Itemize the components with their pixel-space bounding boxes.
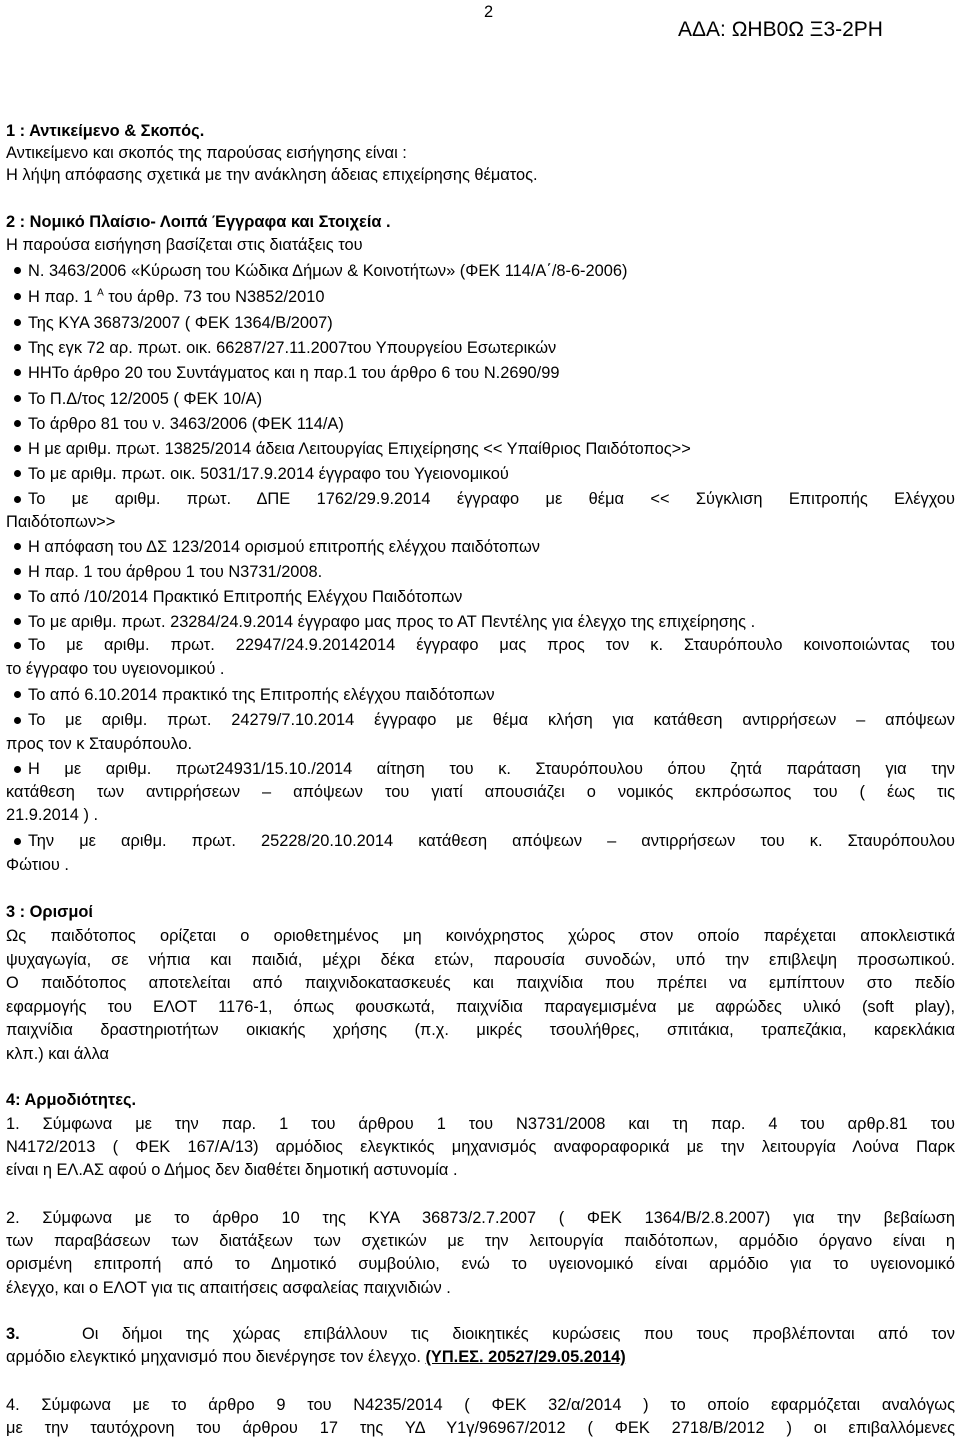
list-item: Της ΚΥΑ 36873/2007 ( ΦΕΚ 1364/Β/2007): [14, 314, 333, 333]
list-item-cont: Φώτιου .: [6, 856, 69, 874]
paragraph-line: με την ταυτόχρονη του άρθρου 17 της ΥΔ Υ1γ/96967/2012 ( ΦΕΚ 2718/Β/2012 ) οι επιβαλλόμενες: [6, 1419, 955, 1437]
paragraph-line: είναι η ΕΛ.ΑΣ αφού ο Δήμος δεν διαθέτει δημοτική αστυνομία .: [6, 1161, 458, 1179]
bullet-icon: [14, 593, 21, 600]
list-item: Η απόφαση του ΔΣ 123/2014 ορισμού επιτροπής ελέγχου παιδότοπων: [14, 538, 540, 557]
bullet-icon: [14, 496, 21, 503]
list-item: Το με αριθμ. πρωτ. οικ. 5031/17.9.2014 έγγραφο του Υγειονομικού: [14, 465, 509, 484]
list-item: Την με αριθμ. πρωτ. 25228/20.10.2014 κατάθεση απόψεων – αντιρρήσεων του κ. Σταυρόπουλου: [6, 832, 955, 851]
paragraph-line: 1. Σύμφωνα με την παρ. 1 του άρθρου 1 του Ν3731/2008 και τη παρ. 4 του αρθρ.81 του: [6, 1115, 955, 1133]
bullet-icon: [14, 319, 21, 326]
bullet-icon: [14, 838, 21, 845]
bullet-icon: [14, 470, 21, 477]
bullet-icon: [14, 691, 21, 698]
paragraph-line: αρμόδιο ελεγκτικό μηχανισμό που διενέργησε τον έλεγχο. (ΥΠ.ΕΣ. 20527/29.05.2014): [6, 1348, 626, 1366]
list-item-cont: κατάθεση των αντιρρήσεων – απόψεων του γιατί απουσιάζει ο νομικός εκπρόσωπος του ( έως τις: [6, 783, 955, 801]
bullet-icon: [14, 445, 21, 452]
list-item: Ν. 3463/2006 «Κύρωση του Κώδικα Δήμων & Κοινοτήτων» (ΦΕΚ 114/Α΄/8-6-2006): [14, 262, 627, 281]
paragraph-line: ψυχαγωγία, σε νήπια και παιδιά, μέχρι δέκα ετών, παρουσία συνοδών, υπό την επιβλεψη προσωπικού.: [6, 951, 955, 969]
bullet-icon: [14, 766, 21, 773]
list-item: Το άρθρο 81 του ν. 3463/2006 (ΦΕΚ 114/Α): [14, 415, 344, 434]
section-1-line: Αντικείμενο και σκοπός της παρούσας εισήγησης είναι :: [6, 144, 407, 162]
paragraph-line: κλπ.) και άλλα: [6, 1045, 110, 1063]
list-item: Το με αριθμ. πρωτ. 24279/7.10.2014 έγγραφο με θέμα κλήση για κατάθεση αντιρρήσεων – απόψεων: [6, 711, 955, 730]
list-item-cont: Παιδότοπων>>: [6, 513, 116, 531]
list-item: Η με αριθμ. πρωτ. 13825/2014 άδεια Λειτουργίας Επιχείρησης << Υπαίθριος Παιδότοπος>>: [14, 440, 691, 459]
section-2-title: 2 : Νομικό Πλαίσιο- Λοιπά Έγγραφα και Στοιχεία .: [6, 213, 391, 231]
paragraph-line: 2. Σύμφωνα με το άρθρο 10 της ΚΥΑ 36873/2.7.2007 ( ΦΕΚ 1364/Β/2.8.2007) για την βεβαίωση: [6, 1209, 955, 1227]
list-item-cont: το έγγραφο του υγειονομικού .: [6, 660, 225, 678]
list-item: Το με αριθμ. πρωτ. 23284/24.9.2014 έγγραφο μας προς το ΑΤ Πεντέλης για έλεγχο της επιχείρησης .: [14, 613, 755, 632]
list-item: Το από /10/2014 Πρακτικό Επιτροπής Ελέγχου Παιδότοπων: [14, 588, 462, 607]
paragraph-line: έλεγχο, και ο ΕΛΟΤ για τις απαιτήσεις ασφαλείας παιχνιδιών .: [6, 1279, 451, 1297]
bullet-icon: [14, 344, 21, 351]
section-2-intro: Η παρούσα εισήγηση βασίζεται στις διατάξεις του: [6, 236, 363, 254]
paragraph-line: Ο παιδότοπος αποτελείται από παιχνιδοκατασκευές και παιχνίδια που πρέπει να εμπίπτουν στο πεδίο: [6, 974, 955, 992]
paragraph-number: 3.: [6, 1325, 20, 1343]
bullet-icon: [14, 369, 21, 376]
list-item: Το με αριθμ. πρωτ. ΔΠΕ 1762/29.9.2014 έγγραφο με θέμα << Σύγκλιση Επιτροπής Ελέγχου: [6, 490, 955, 509]
list-item: Το από 6.10.2014 πρακτικό της Επιτροπής ελέγχου παιδότοπων: [14, 686, 495, 705]
reference-link: (ΥΠ.ΕΣ. 20527/29.05.2014): [425, 1348, 626, 1366]
list-item-cont: προς τον κ Σταυρόπουλο.: [6, 735, 193, 753]
bullet-icon: [14, 642, 21, 649]
section-1-line: Η λήψη απόφασης σχετικά με την ανάκληση άδειας επιχείρησης θέματος.: [6, 166, 538, 184]
paragraph-line: των παραβάσεων των διατάξεων των σχετικών με την λειτουργία παιδότοπων, αρμόδιο όργανο είναι η: [6, 1232, 955, 1250]
list-item: ΗΗΤο άρθρο 20 του Συντάγματος και η παρ.1 του άρθρο 6 του Ν.2690/99: [14, 364, 559, 383]
section-1-title: 1 : Αντικείμενο & Σκοπός.: [6, 122, 205, 140]
paragraph-line: Οι δήμοι της χώρας επιβάλλουν τις διοικητικές κυρώσεις που τους προβλέπονται από τον: [82, 1325, 955, 1343]
paragraph-line: εφαρμογής του ΕΛΟΤ 1176-1, όπως φουσκωτά, παιχνίδια παραγεμισμένα με αφρώδες υλικό (soft play),: [6, 998, 955, 1016]
section-3-title: 3 : Ορισμοί: [6, 903, 93, 921]
bullet-icon: [14, 568, 21, 575]
paragraph-line: Ν4172/2013 ( ΦΕΚ 167/Α/13) αρμόδιος ελεγκτικός μηχανισμός αναφοραφορικά με την λειτουργία Λούνα Παρκ: [6, 1138, 955, 1156]
list-item: Η με αριθμ. πρωτ24931/15.10./2014 αίτηση του κ. Σταυρόπουλου όπου ζητά παράταση για την: [6, 760, 955, 779]
list-item: Η παρ. 1 του άρθρου 1 του Ν3731/2008.: [14, 563, 322, 582]
list-item: Της εγκ 72 αρ. πρωτ. οικ. 66287/27.11.2007του Υπουργείου Εσωτερικών: [14, 339, 556, 358]
paragraph-line: Ως παιδότοπος ορίζεται ο οριοθετημένος μη κοινόχρηστος χώρος στον οποίο παρέχεται αποκλειστικά: [6, 927, 955, 945]
bullet-icon: [14, 420, 21, 427]
bullet-icon: [14, 717, 21, 724]
list-item-cont: 21.9.2014 ) .: [6, 806, 99, 824]
page-number: 2: [484, 3, 494, 21]
list-item: Το με αριθμ. πρωτ. 22947/24.9.20142014 έγγραφο μας προς τον κ. Σταυρόπουλο κοινοποιώντας του: [6, 636, 955, 655]
paragraph-line: παιχνίδια δραστηριοτήτων οικιακής χρήσης (π.χ. μικρές τσουλήθρες, σπιτάκια, τραπεζάκια, καρεκλάκια: [6, 1021, 955, 1039]
bullet-icon: [14, 543, 21, 550]
bullet-icon: [14, 293, 21, 300]
paragraph-line: ορισμένη επιτροπή από το Δημοτικό συμβούλιο, ενώ το υγειονομικό είναι αρμόδιο για το υγειονομικό: [6, 1255, 955, 1273]
bullet-icon: [14, 395, 21, 402]
paragraph-line: 4. Σύμφωνα με το άρθρο 9 του Ν4235/2014 ( ΦΕΚ 32/α/2014 ) το οποίο εφαρμόζεται αναλόγως: [6, 1396, 955, 1414]
list-item: Το Π.Δ/τος 12/2005 ( ΦΕΚ 10/Α): [14, 390, 262, 409]
bullet-icon: [14, 267, 21, 274]
ada-code: ΑΔΑ: ΩΗΒ0Ω Ξ3-2ΡΗ: [678, 18, 883, 41]
bullet-icon: [14, 618, 21, 625]
section-4-title: 4: Αρμοδιότητες.: [6, 1091, 137, 1109]
list-item: Η παρ. 1 $^A$ του άρθρ. 73 του Ν3852/2010: [14, 288, 325, 307]
